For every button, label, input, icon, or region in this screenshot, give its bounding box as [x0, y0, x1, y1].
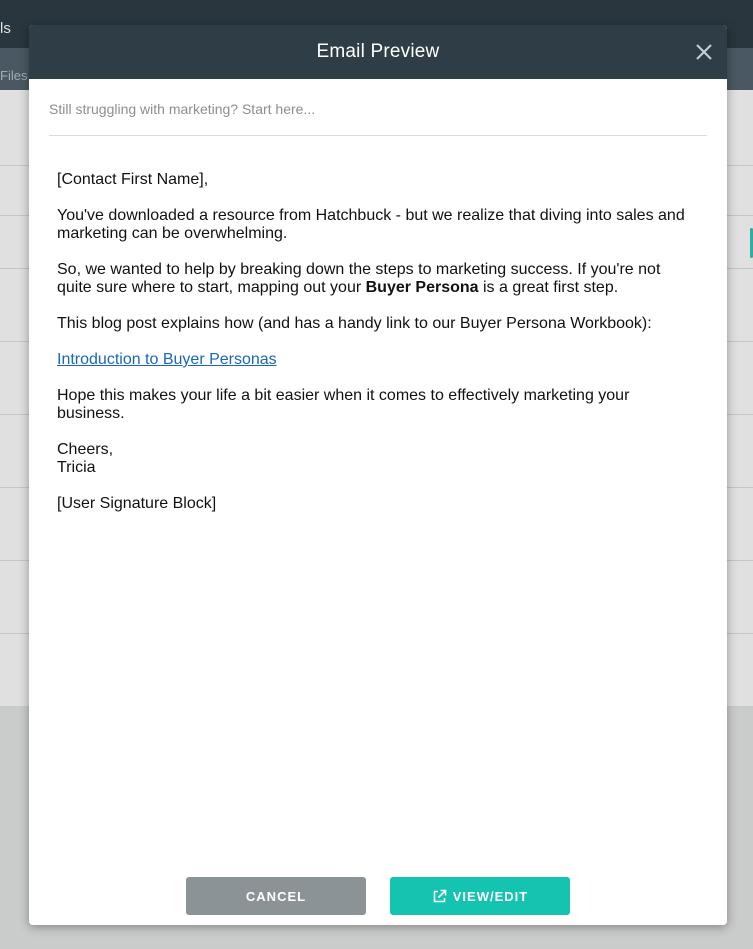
email-greeting: [Contact First Name], [57, 171, 209, 188]
buyer-personas-link[interactable]: Introduction to Buyer Personas [57, 351, 277, 368]
app-topbar-text: ls [0, 20, 11, 37]
signature-block: [User Signature Block] [57, 495, 217, 512]
subject-divider [49, 135, 707, 136]
signoff-text: Cheers, [57, 441, 114, 458]
email-paragraph-2-end: is a great first step. [478, 279, 619, 296]
email-paragraph-2 [57, 261, 697, 297]
cancel-button[interactable]: CANCEL [186, 877, 366, 915]
email-paragraph-1: You've downloaded a resource from Hatchbuck - but we realize that diving into sales and marketing can be overwhelming. [57, 207, 685, 242]
signer-name: Tricia [57, 459, 96, 476]
close-button[interactable] [691, 39, 717, 65]
email-subject: Still struggling with marketing? Start here... [49, 101, 316, 117]
modal-header [29, 25, 727, 79]
close-icon [691, 39, 717, 65]
buyer-persona-bold: Buyer Persona [365, 279, 479, 296]
email-paragraph-4: Hope this makes your life a bit easier when it comes to effectively marketing your business. [57, 387, 630, 422]
view-edit-button[interactable] [390, 877, 570, 915]
email-paragraph-2-start: So, we wanted to help by breaking down the steps to marketing success. If you're not quite sure where to start, mapping out your [57, 261, 661, 296]
email-signoff [57, 441, 697, 477]
email-preview-modal [29, 25, 727, 925]
external-link-icon [432, 889, 447, 904]
modal-title: Email Preview [316, 41, 440, 62]
view-edit-label: VIEW/EDIT [452, 889, 529, 904]
email-body [57, 171, 697, 531]
app-subbar-tab-files[interactable]: Files [0, 68, 28, 83]
email-paragraph-3: This blog post explains how (and has a handy link to our Buyer Persona Workbook): [57, 315, 652, 332]
